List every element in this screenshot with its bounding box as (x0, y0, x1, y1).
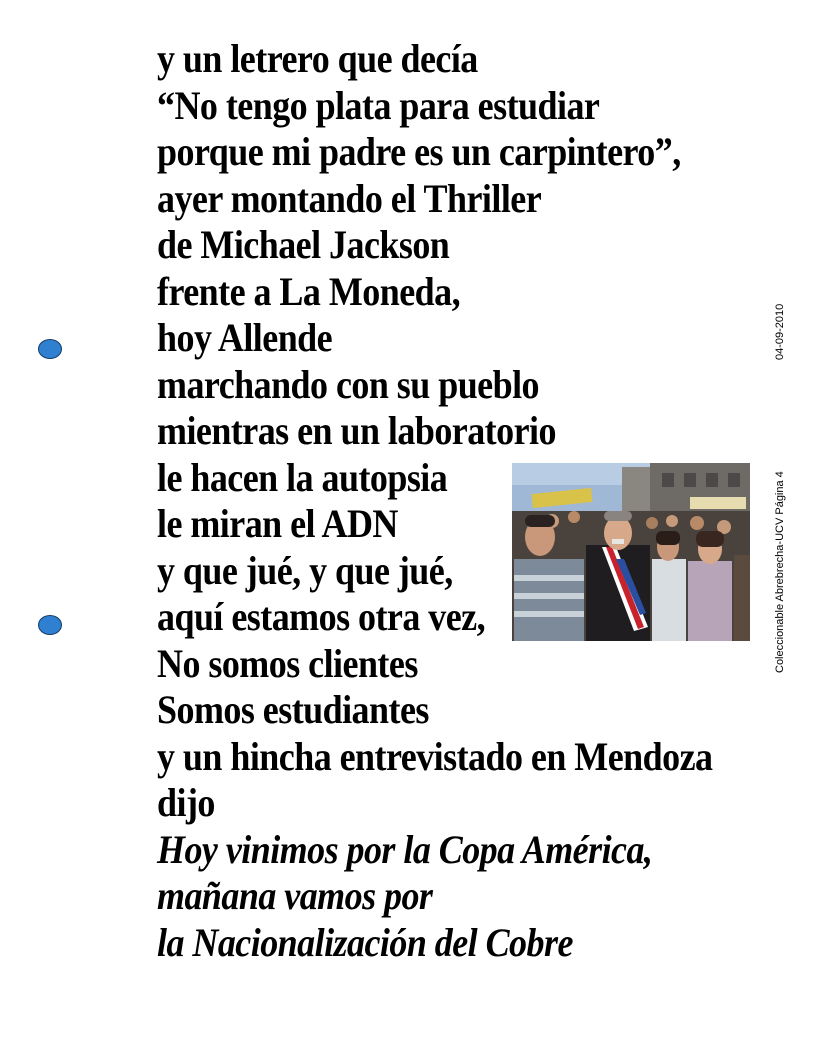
poem-line: y un hincha entrevistado en Mendoza (157, 733, 713, 779)
poem-line-quote: Hoy vinimos por la Copa América, (157, 826, 653, 872)
poem-line: mientras en un laboratorio (157, 408, 556, 453)
poem-line: No somos clientes (157, 640, 418, 686)
poem-line: frente a La Moneda, (157, 268, 461, 314)
poem-line: y un letrero que decía (157, 36, 478, 81)
poem-line: porque mi padre es un carpintero”, (157, 129, 681, 174)
poem-line: marchando con su pueblo (157, 361, 540, 407)
binder-hole-top (38, 339, 62, 359)
poem-line: de Michael Jackson (157, 222, 450, 267)
poem-line: le miran el ADN (157, 501, 398, 546)
publication-credit: Coleccionable Abrebrecha-UCV Página 4 (774, 471, 786, 673)
poem-line-quote: la Nacionalización del Cobre (157, 919, 573, 965)
poem-line: dijo (157, 780, 215, 825)
poem-line: le hacen la autopsia (157, 454, 448, 500)
poem-line: hoy Allende (157, 315, 333, 360)
poem-line: aquí estamos otra vez, (157, 594, 486, 639)
binder-hole-bottom (38, 615, 62, 635)
protest-march-photo (512, 463, 750, 641)
poem-line: “No tengo plata para estudiar (157, 82, 600, 128)
issue-date: 04-09-2010 (774, 303, 786, 360)
poem-line-quote: mañana vamos por (157, 873, 433, 918)
poem-line: y que jué, y que jué, (157, 547, 453, 593)
poem-line: ayer montando el Thriller (157, 175, 542, 221)
poem-line: Somos estudiantes (157, 687, 429, 732)
